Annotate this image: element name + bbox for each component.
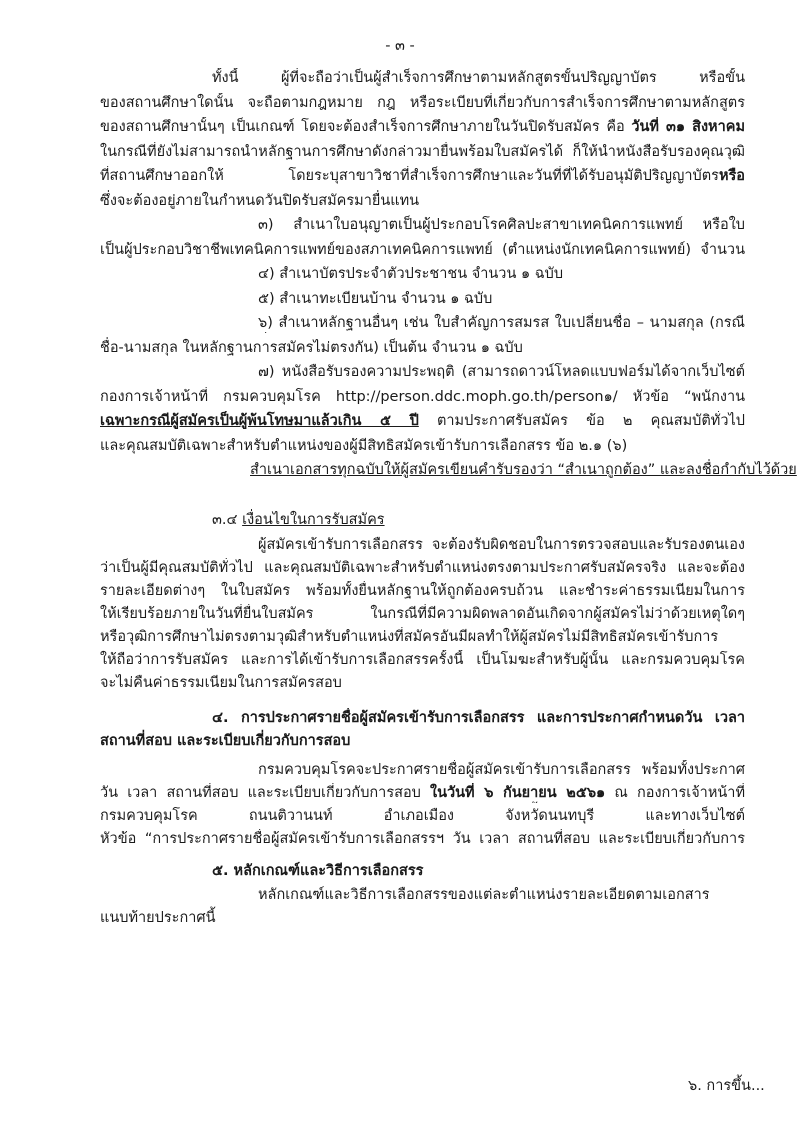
text-segment: ๔) สำเนาบัตรประจำตัวประชาชน จำนวน ๑ ฉบับ — [258, 266, 564, 282]
text-segment: ณ กองการเจ้าหน้าที่ — [614, 785, 745, 801]
text-segment: ๖) สำเนาหลักฐานอื่นๆ เช่น ใบสำคัญการสมรส ใบเปลี่ยนชื่อ – นามสกุล (กรณี — [258, 315, 745, 331]
continuation-footer: ๖. การขึ้น... — [688, 1078, 765, 1094]
text-line — [100, 673, 342, 693]
text-segment: หลักเกณฑ์และวิธีการเลือกสรรของแต่ละตำแหน่งรายละเอียดตามเอกสาร — [258, 887, 710, 903]
section-3-4-heading — [212, 510, 385, 530]
text-segment: ๕. หลักเกณฑ์และวิธีการเลือกสรร — [212, 863, 424, 879]
text-segment: กรมควบคุมโรค ถนนติวานนท์ อำเภอเมือง จังหวัดนนทบุรี และทางเว็บไซต์ — [100, 808, 745, 824]
text-segment: ชื่อ-นามสกุล ในหลักฐานการสมัครไม่ตรงกัน) เป็นต้น จำนวน ๑ ฉบับ — [100, 340, 523, 356]
text-segment: ๓) สำเนาใบอนุญาตเป็นผู้ประกอบโรคศิลปะสาขาเทคนิคการแพทย์ หรือใบ — [258, 217, 745, 233]
text-line — [100, 338, 523, 358]
text-line — [100, 908, 215, 928]
text-segment: ของสถานศึกษานั้นๆ เป็นเกณฑ์ โดยจะต้องสำเร็จการศึกษาภายในวันปิดรับสมัคร คือ — [100, 119, 632, 135]
text-line — [258, 885, 745, 905]
text-line — [100, 240, 745, 260]
text-segment: ในวันที่ ๖ กันยายน ๒๕๖๑ — [430, 785, 606, 801]
text-segment: เป็นผู้ประกอบวิชาชีพเทคนิคการแพทย์ของสภาเทคนิคการแพทย์ (ตำแหน่งนักเทคนิคการแพทย์) จำนวน — [100, 242, 745, 258]
bold-notice-line — [100, 411, 745, 431]
text-segment: ที่สถานศึกษาออกให้ โดยระบุสาขาวิชาที่สำเร็จการศึกษาและวันที่ที่ได้รับอนุมัติปริญญาบัตร — [100, 168, 719, 184]
text-line — [100, 191, 419, 211]
text-line — [258, 264, 563, 284]
text-segment: ๓.๔ — [212, 512, 243, 528]
text-line — [100, 93, 745, 113]
text-line — [100, 604, 745, 624]
text-line — [100, 558, 745, 578]
page-number: - ๓ - — [385, 38, 415, 54]
text-segment: แนบท้ายประกาศนี้ — [100, 910, 216, 926]
text-line — [100, 166, 745, 186]
text-segment: เฉพาะกรณีผู้สมัครเป็นผู้พ้นโทษมาแล้วเกิน ๕ ปี — [100, 413, 419, 429]
text-line — [258, 362, 745, 382]
text-segment: เงื่อนไขในการรับสมัคร — [242, 512, 385, 528]
section-4-heading — [212, 708, 745, 728]
text-line — [100, 142, 745, 162]
text-segment: หัวข้อ “การประกาศรายชื่อผู้สมัครเข้ารับการเลือกสรรฯ วัน เวลา สถานที่สอบ และระเบียบเกี่ยวกับการ — [100, 831, 745, 847]
text-segment: ให้ถือว่าการรับสมัคร และการได้เข้ารับการเลือกสรรครั้งนี้ เป็นโมฆะสำหรับผู้นั้น และกรมควบคุมโรค — [100, 652, 745, 668]
text-segment: ของสถานศึกษาใดนั้น จะถือตามกฎหมาย กฎ หรือระเบียบที่เกี่ยวกับการสำเร็จการศึกษาตามหลักสูตร — [100, 95, 745, 111]
text-segment: ซึ่งจะต้องอยู่ภายในกำหนดวันปิดรับสมัครมายื่นแทน — [100, 193, 420, 209]
text-segment: ผู้สมัครเข้ารับการเลือกสรร จะต้องรับผิดชอบในการตรวจสอบและรับรองตนเอง — [258, 537, 745, 553]
text-segment: รายละเอียดต่างๆ ในใบสมัคร พร้อมทั้งยื่นหลักฐานให้ถูกต้องครบถ้วน และชำระค่าธรรมเนียมในการ — [100, 583, 745, 599]
text-line — [258, 215, 745, 235]
text-segment: ทั้งนี้ ผู้ที่จะถือว่าเป็นผู้สำเร็จการศึกษาตามหลักสูตรขั้นปริญญาบัตร หรือขั้น — [212, 70, 745, 86]
text-line — [100, 436, 627, 456]
text-line — [258, 289, 492, 309]
text-segment: ๗) หนังสือรับรองความประพฤติ (สามารถดาวน์โหลดแบบฟอร์มได้จากเว็บไซต์ — [258, 364, 745, 380]
text-segment: หรือ — [718, 168, 745, 184]
text-line — [100, 117, 745, 137]
text-line — [258, 760, 745, 780]
text-segment: หรือวุฒิการศึกษาไม่ตรงตามวุฒิสำหรับตำแหน่งที่สมัครอันมีผลทำให้ผู้สมัครไม่มีสิทธิสมัครเข้ารับการ — [100, 629, 719, 645]
text-segment: กรมควบคุมโรคจะประกาศรายชื่อผู้สมัครเข้ารับการเลือกสรร พร้อมทั้งประกาศ — [258, 762, 745, 778]
text-line — [100, 731, 350, 751]
text-line — [100, 650, 745, 670]
text-line — [100, 627, 745, 647]
text-segment: จะไม่คืนค่าธรรมเนียมในการสมัครสอบ — [100, 675, 342, 691]
text-line — [212, 68, 745, 88]
text-segment: ๔. การประกาศรายชื่อผู้สมัครเข้ารับการเลือกสรร และการประกาศกำหนดวัน เวลา — [212, 710, 745, 726]
text-segment: สำเนาเอกสารทุกฉบับให้ผู้สมัครเขียนคำรับรองว่า “สำเนาถูกต้อง” และลงชื่อกำกับไว้ด้วย — [250, 462, 797, 478]
text-line — [258, 313, 745, 333]
text-segment: ให้เรียบร้อยภายในวันที่ยื่นใบสมัคร ในกรณีที่มีความผิดพลาดอันเกิดจากผู้สมัครไม่ว่าด้วยเหตุใดๆ — [100, 606, 745, 622]
text-segment: กองการเจ้าหน้าที่ กรมควบคุมโรค http://person.ddc.moph.go.th/person๑/ หัวข้อ “พนักงาน — [100, 389, 745, 405]
text-line — [100, 783, 745, 803]
text-segment: ๕) สำเนาทะเบียนบ้าน จำนวน ๑ ฉบับ — [258, 291, 493, 307]
text-line — [100, 829, 745, 849]
certification-note — [250, 460, 797, 480]
text-segment: ตามประกาศรับสมัคร ข้อ ๒ คุณสมบัติทั่วไป — [418, 413, 745, 429]
text-segment: และคุณสมบัติเฉพาะสำหรับตำแหน่งของผู้มีสิทธิสมัครเข้ารับการเลือกสรร ข้อ ๒.๑ (๖) — [100, 438, 628, 454]
text-line — [258, 535, 745, 555]
text-line — [100, 581, 745, 601]
text-segment: ในกรณีที่ยังไม่สามารถนำหลักฐานการศึกษาดังกล่าวมายื่นพร้อมใบสมัครได้ ก็ให้นำหนังสือรับรองคุณวุฒิ — [100, 144, 745, 160]
text-line — [100, 387, 745, 407]
text-segment: ว่าเป็นผู้มีคุณสมบัติทั่วไป และคุณสมบัติเฉพาะสำหรับตำแหน่งตรงตามประกาศรับสมัครจริง และจะต้อง — [100, 560, 745, 576]
section-5-heading — [212, 861, 423, 881]
text-segment: สถานที่สอบ และระเบียบเกี่ยวกับการสอบ — [100, 733, 351, 749]
text-segment: วัน เวลา สถานที่สอบ และระเบียบเกี่ยวกับการสอบ — [100, 785, 431, 801]
text-line — [100, 806, 745, 826]
text-segment: วันที่ ๓๑ สิงหาคม — [631, 119, 745, 135]
